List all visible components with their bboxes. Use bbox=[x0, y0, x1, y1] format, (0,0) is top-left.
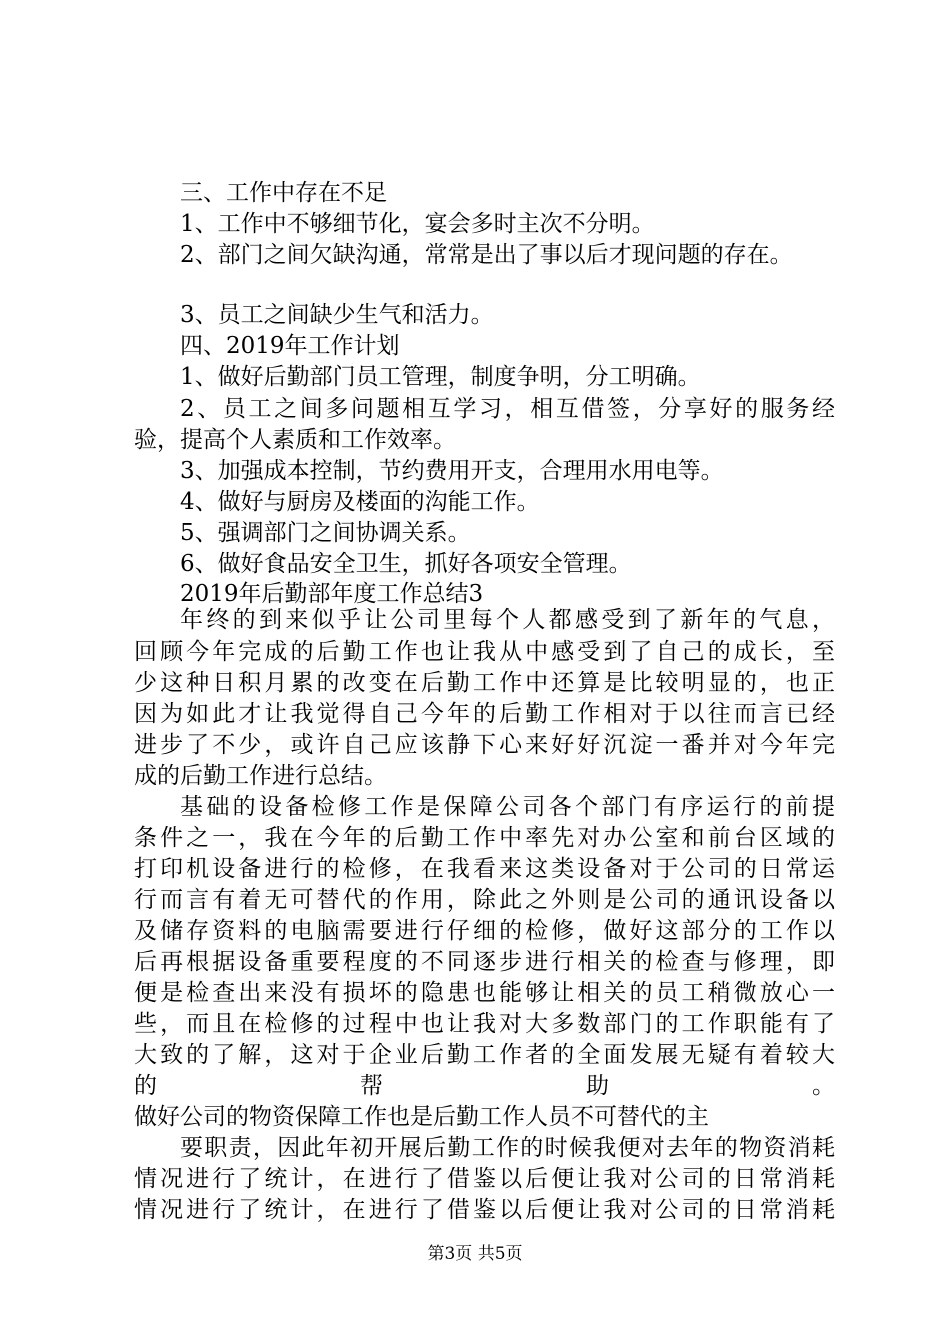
text-line: 5、强调部门之间协调关系。 bbox=[180, 520, 471, 546]
text-line: 成的后勤工作进行总结。 bbox=[134, 763, 387, 789]
text-line: 2、部门之间欠缺沟通，常常是出了事以后才现问题的存在。 bbox=[180, 242, 793, 268]
text-line: 6、做好食品安全卫生，抓好各项安全管理。 bbox=[180, 551, 632, 577]
text-line: 后再根据设备重要程度的不同逐步进行相关的检查与修理，即 bbox=[134, 949, 835, 975]
text-line: 进步了不少，或许自己应该静下心来好好沉淀一番并对今年完 bbox=[134, 732, 835, 758]
text-line: 打印机设备进行的检修，在我看来这类设备对于公司的日常运 bbox=[134, 856, 835, 882]
text-line: 条件之一，我在今年的后勤工作中率先对办公室和前台区域的 bbox=[134, 825, 835, 851]
text-line: 基础的设备检修工作是保障公司各个部门有序运行的前提 bbox=[180, 794, 835, 820]
text-line: 1、做好后勤部门员工管理，制度争明，分工明确。 bbox=[180, 364, 701, 390]
text-line: 情况进行了统计，在进行了借鉴以后便让我对公司的日常消耗 bbox=[134, 1166, 835, 1192]
text-line: 情况进行了统计，在进行了借鉴以后便让我对公司的日常消耗 bbox=[134, 1197, 835, 1223]
section-heading: 四、2019年工作计划 bbox=[180, 333, 400, 359]
text-line: 验，提高个人素质和工作效率。 bbox=[134, 427, 456, 453]
text-line: 行而言有着无可替代的作用，除此之外则是公司的通讯设备以 bbox=[134, 887, 835, 913]
text-line: 做好公司的物资保障工作也是后勤工作人员不可替代的主 bbox=[134, 1104, 709, 1130]
text-line: 要职责，因此年初开展后勤工作的时候我便对去年的物资消耗 bbox=[180, 1135, 835, 1161]
text-line: 1、工作中不够细节化，宴会多时主次不分明。 bbox=[180, 211, 655, 237]
text-line: 3、加强成本控制，节约费用开支，合理用水用电等。 bbox=[180, 458, 724, 484]
text-line: 便是检查出来没有损坏的隐患也能够让相关的员工稍微放心一 bbox=[134, 980, 835, 1006]
text-line: 3、员工之间缺少生气和活力。 bbox=[180, 302, 494, 328]
text-line: 的帮助。 bbox=[134, 1073, 835, 1099]
section-title: 2019年后勤部年度工作总结3 bbox=[180, 581, 484, 607]
text-line: 因为如此才让我觉得自己今年的后勤工作相对于以往而言已经 bbox=[134, 701, 835, 727]
page-number-footer: 第3页 共5页 bbox=[427, 1244, 523, 1264]
section-heading: 三、工作中存在不足 bbox=[180, 180, 387, 206]
text-line: 少这种日积月累的改变在后勤工作中还算是比较明显的，也正 bbox=[134, 670, 835, 696]
text-line: 大致的了解，这对于企业后勤工作者的全面发展无疑有着较大 bbox=[134, 1042, 835, 1068]
text-line: 2、员工之间多问题相互学习，相互借签，分享好的服务经 bbox=[180, 396, 835, 422]
text-line: 及储存资料的电脑需要进行仔细的检修，做好这部分的工作以 bbox=[134, 918, 835, 944]
text-line: 些，而且在检修的过程中也让我对大多数部门的工作职能有了 bbox=[134, 1011, 835, 1037]
text-line: 年终的到来似乎让公司里每个人都感受到了新年的气息， bbox=[180, 607, 835, 633]
text-line: 4、做好与厨房及楼面的沟能工作。 bbox=[180, 489, 540, 515]
text-line: 回顾今年完成的后勤工作也让我从中感受到了自己的成长，至 bbox=[134, 639, 835, 665]
